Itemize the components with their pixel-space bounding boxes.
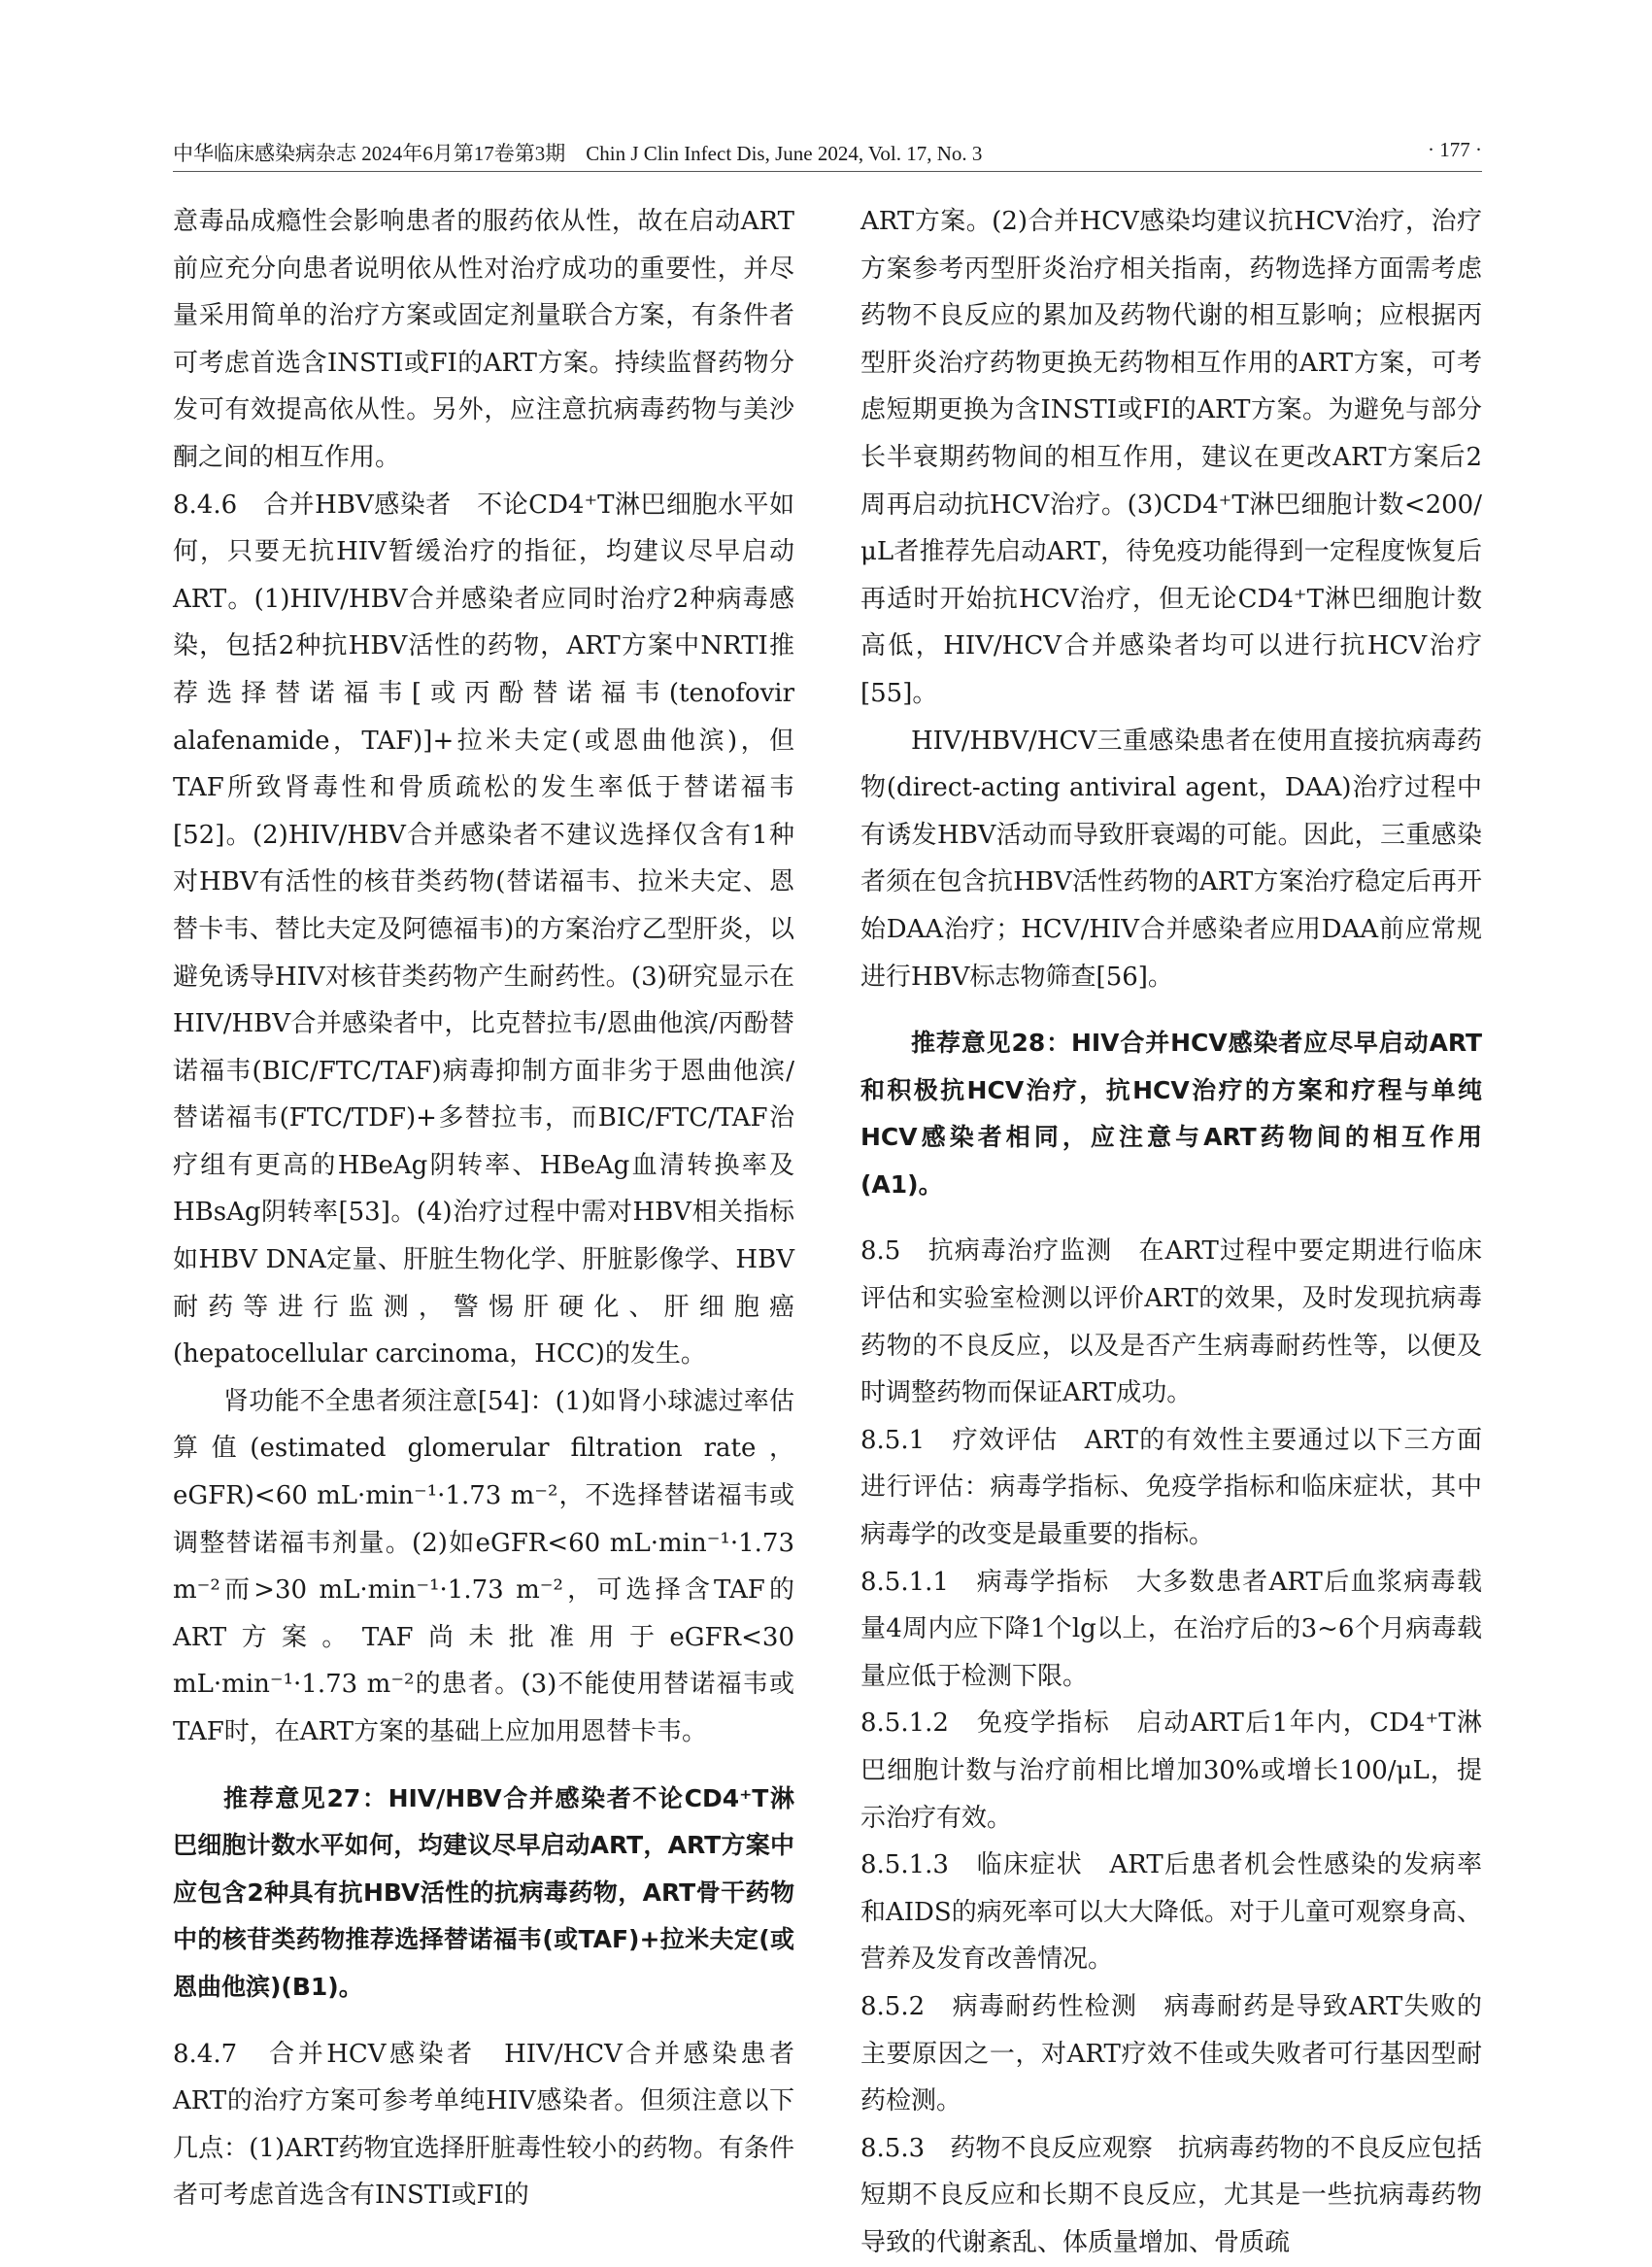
section-8-5-1: 8.5.1 疗效评估 ART的有效性主要通过以下三方面进行评估：病毒学指标、免疫学指标和临床症状，其中病毒学的改变是最重要的指标。 (860, 1425, 1482, 1550)
header-rule (173, 171, 1482, 172)
paragraph-triple-infection: HIV/HBV/HCV三重感染患者在使用直接抗病毒药物(direct-acting antiviral agent，DAA)治疗过程中有诱发HBV活动而导致肝衰竭的可能。因此，三重感染者须在包含抗HBV活性药物的ART方案治疗稳定后再开始DAA治疗；HCV/HIV合并感染者应用DAA前应常规进行HBV标志物筛查[56]。 (860, 726, 1482, 992)
section-8-5-3: 8.5.3 药物不良反应观察 抗病毒药物的不良反应包括短期不良反应和长期不良反应，尤其是一些抗病毒药物导致的代谢紊乱、体质量增加、骨质疏 (860, 2133, 1482, 2257)
section-8-5-1-1: 8.5.1.1 病毒学指标 大多数患者ART后血浆病毒载量4周内应下降1个lg以上，在治疗后的3~6个月病毒载量应低于检测下限。 (860, 1567, 1482, 1691)
left-column (173, 198, 794, 2219)
paragraph-renal: 肾功能不全患者须注意[54]：(1)如肾小球滤过率估算值(estimated glomerular filtration rate，eGFR)<60 mL·min⁻¹·1.73 m⁻²，不选择替诺福韦或调整替诺福韦剂量。(2)如eGFR<60 mL·min⁻¹·1.73 m⁻²而>30 mL·min⁻¹·1.73 m⁻²，可选择含TAF的ART方案。TAF尚未批准用于eGFR<30 mL·min⁻¹·1.73 m⁻²的患者。(3)不能使用替诺福韦或TAF时，在ART方案的基础上应加用恩替卡韦。 (173, 1386, 794, 1746)
section-8-5-1-2: 8.5.1.2 免疫学指标 启动ART后1年内，CD4⁺T淋巴细胞计数与治疗前相比增加30%或增长100/μL，提示治疗有效。 (860, 1709, 1482, 1833)
section-8-4-6: 8.4.6 合并HBV感染者 不论CD4⁺T淋巴细胞水平如何，只要无抗HIV暂缓治疗的指征，均建议尽早启动ART。(1)HIV/HBV合并感染者应同时治疗2种病毒感染，包括2种抗HBV活性的药物，ART方案中NRTI推荐选择替诺福韦[或丙酚替诺福韦(tenofovir alafenamide，TAF)]+拉米夫定(或恩曲他滨)，但TAF所致肾毒性和骨质疏松的发生率低于替诺福韦[52]。(2)HIV/HBV合并感染者不建议选择仅含有1种对HBV有活性的核苷类药物(替诺福韦、拉米夫定、恩替卡韦、替比夫定及阿德福韦)的方案治疗乙型肝炎，以避免诱导HIV对核苷类药物产生耐药性。(3)研究显示在HIV/HBV合并感染者中，比克替拉韦/恩曲他滨/丙酚替诺福韦(BIC/FTC/TAF)病毒抑制方面非劣于恩曲他滨/替诺福韦(FTC/TDF)+多替拉韦，而BIC/FTC/TAF治疗组有更高的HBeAg阴转率、HBeAg血清转换率及HBsAg阴转率[53]。(4)治疗过程中需对HBV相关指标如HBV DNA定量、肝脏生物化学、肝脏影像学、HBV耐药等进行监测，警惕肝硬化、肝细胞癌(hepatocellular carcinoma，HCC)的发生。 (173, 490, 794, 1370)
paragraph-adherence: 意毒品成瘾性会影响患者的服药依从性，故在启动ART前应充分向患者说明依从性对治疗成功的重要性，并尽量采用简单的治疗方案或固定剂量联合方案，有条件者可考虑首选含INSTI或FI的ART方案。持续监督药物分发可有效提高依从性。另外，应注意抗病毒药物与美沙酮之间的相互作用。 (173, 207, 794, 472)
section-8-4-7: 8.4.7 合并HCV感染者 HIV/HCV合并感染患者ART的治疗方案可参考单纯HIV感染者。但须注意以下几点：(1)ART药物宜选择肝脏毒性较小的药物。有条件者可考虑首选含有INSTI或FI的 (173, 2039, 794, 2211)
section-8-5-2: 8.5.2 病毒耐药性检测 病毒耐药是导致ART失败的主要原因之一，对ART疗效不佳或失败者可行基因型耐药检测。 (860, 1991, 1482, 2116)
recommendation-27: 推荐意见27：HIV/HBV合并感染者不论CD4⁺T淋巴细胞计数水平如何，均建议尽早启动ART，ART方案中应包含2种具有抗HBV活性的抗病毒药物，ART骨干药物中的核苷类药物推荐选择替诺福韦(或TAF)+拉米夫定(或恩曲他滨)(B1)。 (173, 1783, 794, 2001)
section-8-5-1-3: 8.5.1.3 临床症状 ART后患者机会性感染的发病率和AIDS的病死率可以大大降低。对于儿童可观察身高、营养及发育改善情况。 (860, 1850, 1482, 1975)
paragraph-hcv-art: ART方案。(2)合并HCV感染均建议抗HCV治疗，治疗方案参考丙型肝炎治疗相关指南，药物选择方面需考虑药物不良反应的累加及药物代谢的相互影响；应根据丙型肝炎治疗药物更换无药物相互作用的ART方案，可考虑短期更换为含INSTI或FI的ART方案。为避免与部分长半衰期药物间的相互作用，建议在更改ART方案后2周再启动抗HCV治疗。(3)CD4⁺T淋巴细胞计数<200/μL者推荐先启动ART，待免疫功能得到一定程度恢复后再适时开始抗HCV治疗，但无论CD4⁺T淋巴细胞计数高低，HIV/HCV合并感染者均可以进行抗HCV治疗[55]。 (860, 207, 1482, 708)
recommendation-28: 推荐意见28：HIV合并HCV感染者应尽早启动ART和积极抗HCV治疗，抗HCV治疗的方案和疗程与单纯HCV感染者相同，应注意与ART药物间的相互作用(A1)。 (860, 1029, 1482, 1199)
journal-citation: 中华临床感染病杂志 2024年6月第17卷第3期 Chin J Clin Infect Dis, June 2024, Vol. 17, No. 3 (173, 142, 983, 165)
section-8-5: 8.5 抗病毒治疗监测 在ART过程中要定期进行临床评估和实验室检测以评价ART的效果，及时发现抗病毒药物的不良反应，以及是否产生病毒耐药性等，以便及时调整药物而保证ART成功。 (860, 1236, 1482, 1408)
page-number: · 177 · (1428, 138, 1482, 161)
right-column (860, 198, 1482, 2267)
